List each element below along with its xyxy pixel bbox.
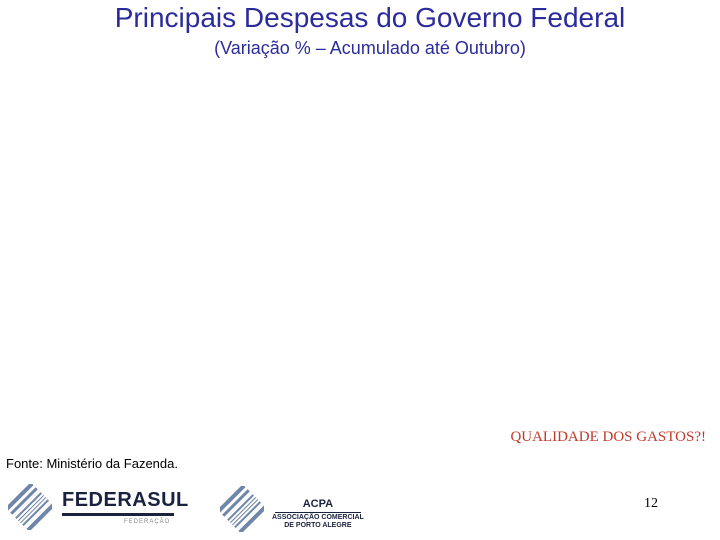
- federasul-wordmark: FEDERASUL: [62, 489, 189, 511]
- federasul-bar: [62, 513, 174, 516]
- slide-subtitle: (Variação % – Acumulado até Outubro): [214, 38, 526, 58]
- quality-callout: QUALIDADE DOS GASTOS?!: [510, 429, 706, 445]
- federasul-logo-icon: [8, 484, 52, 530]
- source-note: Fonte: Ministério da Fazenda.: [6, 456, 178, 471]
- acpa-line-1: ASSOCIAÇÃO COMERCIAL: [272, 514, 364, 521]
- slide-title: Principais Despesas do Governo Federal: [114, 2, 626, 33]
- federasul-logo: [8, 484, 189, 530]
- page-number: 12: [644, 496, 658, 511]
- acpa-line-2: DE PORTO ALEGRE: [284, 522, 352, 529]
- federasul-tagline: FEDERAÇÃO: [124, 519, 171, 525]
- acpa-underline: [275, 512, 361, 513]
- acpa-wordmark: ACPA: [302, 498, 334, 510]
- acpa-logo-icon: [220, 486, 264, 532]
- acpa-logo: [220, 486, 364, 532]
- chart-area-blank: [30, 70, 690, 420]
